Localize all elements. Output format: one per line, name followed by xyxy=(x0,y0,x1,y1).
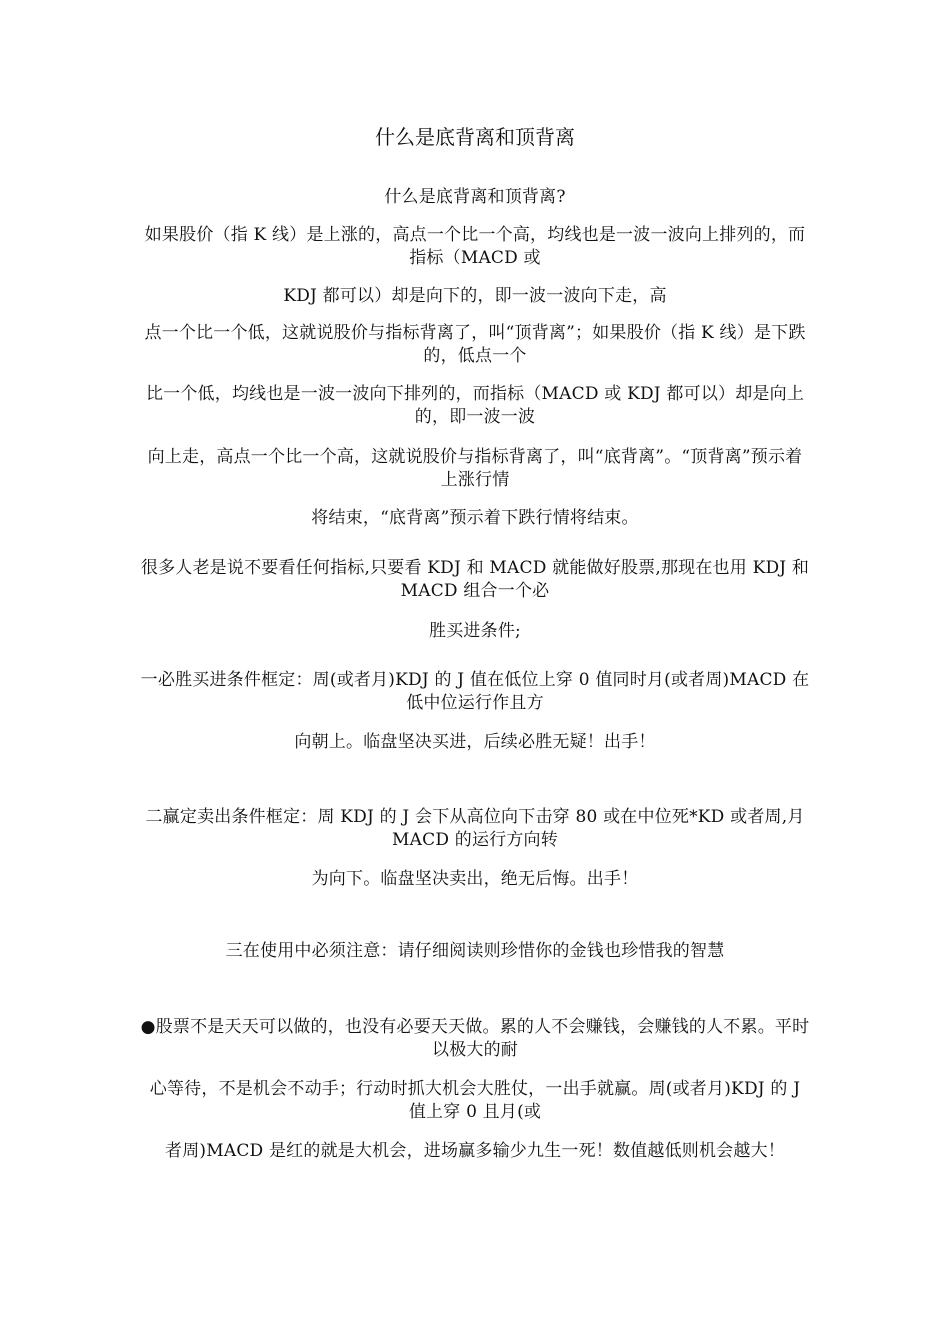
paragraph-3: 点一个比一个低，这就说股价与指标背离了，叫“顶背离”；如果股价（指 K 线）是下跌的，低点一个 xyxy=(144,323,806,366)
paragraph-12: 为向下。临盘坚决卖出，绝无后悔。出手！ xyxy=(311,869,639,889)
paragraph-7: 很多人老是说不要看任何指标,只要看 KDJ 和 MACD 就能做好股票,那现在也用 KDJ 和 MACD 组合一个必 xyxy=(140,558,810,601)
paragraph-1: 如果股价（指 K 线）是上涨的，高点一个比一个高，均线也是一波一波向上排列的，而指标（MACD 或 xyxy=(144,225,806,268)
paragraph-9: 一必胜买进条件框定：周(或者月)KDJ 的 J 值在低位上穿 0 值同时月(或者周)MACD 在低中位运行作且方 xyxy=(140,670,810,713)
paragraph-15: 心等待，不是机会不动手；行动时抓大机会大胜仗，一出手就赢。周(或者月)KDJ 的 J 值上穿 0 且月(或 xyxy=(149,1079,801,1122)
page-title: 什么是底背离和顶背离 xyxy=(375,125,575,149)
paragraph-16: 者周)MACD 是红的就是大机会，进场赢多输少九生一死！数值越低则机会越大！ xyxy=(165,1141,785,1161)
paragraph-5: 向上走，高点一个比一个高，这就说股价与指标背离了，叫“底背离”。“顶背离”预示着上涨行情 xyxy=(147,447,803,490)
paragraph-11: 二赢定卖出条件框定：周 KDJ 的 J 会下从高位向下击穿 80 或在中位死*KD 或者周,月 MACD 的运行方向转 xyxy=(145,807,805,850)
question-heading: 什么是底背离和顶背离? xyxy=(384,187,566,207)
paragraph-2: KDJ 都可以）却是向下的，即一波一波向下走，高 xyxy=(283,286,667,306)
paragraph-10: 向朝上。临盘坚决买进，后续必胜无疑！出手！ xyxy=(294,732,656,752)
paragraph-4: 比一个低，均线也是一波一波向下排列的，而指标（MACD 或 KDJ 都可以）却是向上的，即一波一波 xyxy=(145,384,805,427)
paragraph-13: 三在使用中必须注意：请仔细阅读则珍惜你的金钱也珍惜我的智慧 xyxy=(225,941,725,961)
paragraph-14: ●股票不是天天可以做的，也没有必要天天做。累的人不会赚钱，会赚钱的人不累。平时以极大的耐 xyxy=(140,1017,810,1060)
paragraph-8: 胜买进条件; xyxy=(429,621,521,641)
paragraph-6: 将结束，“底背离”预示着下跌行情将结束。 xyxy=(311,508,639,528)
